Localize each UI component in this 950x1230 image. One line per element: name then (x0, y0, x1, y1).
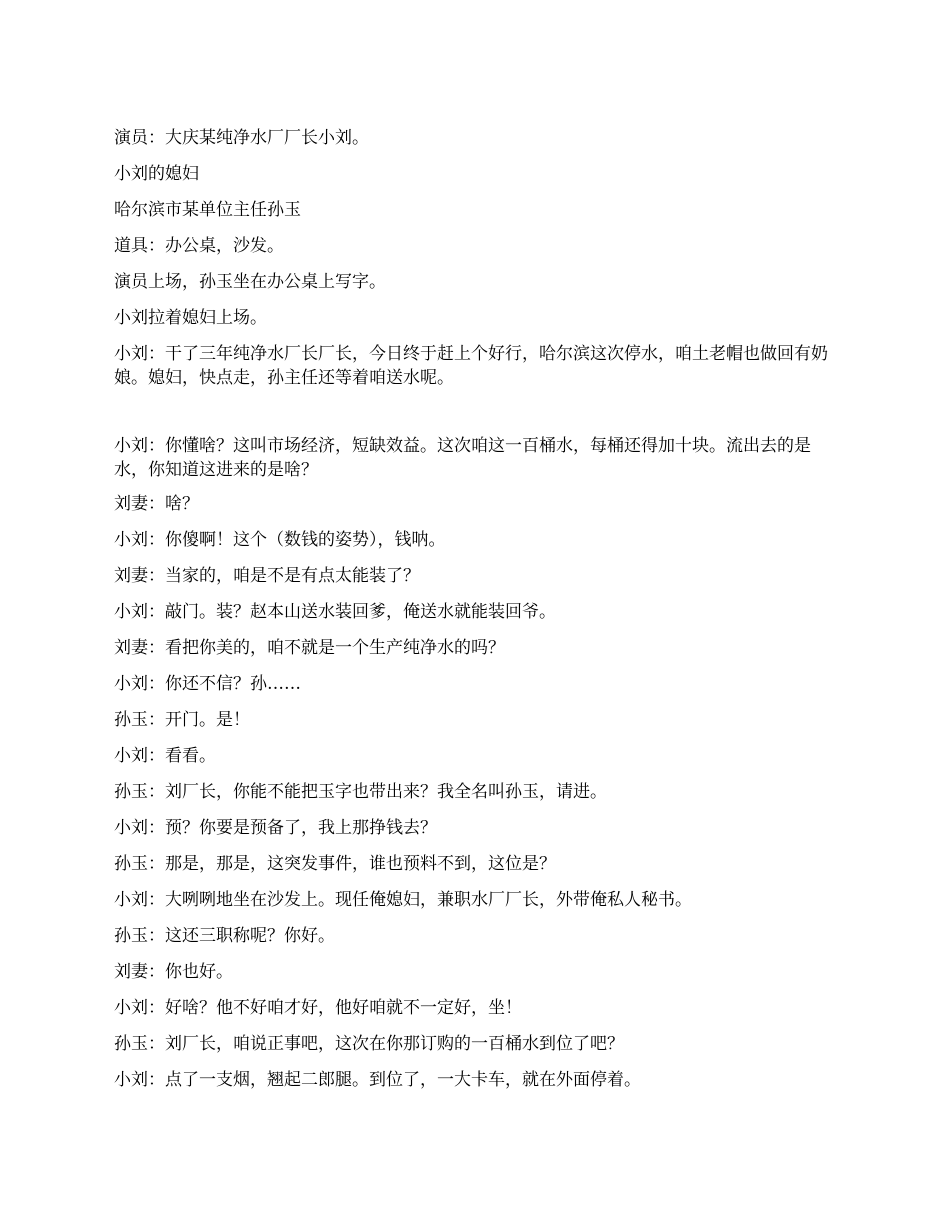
paragraph-props: 道具：办公桌，沙发。 (114, 236, 284, 256)
paragraph-dialogue-15: 孙玉：这还三职称呢？你好。 (114, 926, 335, 946)
paragraph-dialogue-2: 小刘：你懂啥？这叫市场经济，短缺效益。这次咱这一百桶水，每桶还得加十块。流出去的是水，你知道这进来的是啥？ (114, 436, 811, 480)
paragraph-dialogue-5: 刘妻：当家的，咱是不是有点太能装了？ (114, 566, 420, 586)
paragraph-dialogue-8: 小刘：你还不信？孙…… (114, 674, 301, 694)
paragraph-cast-liu: 演员：大庆某纯净水厂厂长小刘。 (114, 128, 369, 148)
paragraph-dialogue-19: 小刘：点了一支烟，翘起二郎腿。到位了，一大卡车，就在外面停着。 (114, 1070, 641, 1090)
paragraph-dialogue-9: 孙玉：开门。是！ (114, 710, 250, 730)
paragraph-dialogue-11: 孙玉：刘厂长，你能不能把玉字也带出来？我全名叫孙玉，请进。 (114, 782, 607, 802)
paragraph-dialogue-12: 小刘：预？你要是预备了，我上那挣钱去？ (114, 818, 437, 838)
paragraph-stage-direction-2: 小刘拉着媳妇上场。 (114, 308, 267, 328)
paragraph-dialogue-14: 小刘：大咧咧地坐在沙发上。现任俺媳妇，兼职水厂厂长，外带俺私人秘书。 (114, 890, 692, 910)
paragraph-cast-wife: 小刘的媳妇 (114, 164, 199, 184)
paragraph-dialogue-1: 小刘：干了三年纯净水厂长厂长，今日终于赶上个好行，哈尔滨这次停水，咱土老帽也做回有奶娘。媳妇，快点走，孙主任还等着咱送水呢。 (114, 344, 828, 388)
paragraph-dialogue-13: 孙玉：那是，那是，这突发事件，谁也预料不到，这位是？ (114, 854, 556, 874)
paragraph-dialogue-18: 孙玉：刘厂长，咱说正事吧，这次在你那订购的一百桶水到位了吧？ (114, 1034, 624, 1054)
paragraph-stage-direction-1: 演员上场，孙玉坐在办公桌上写字。 (114, 272, 386, 292)
paragraph-dialogue-6: 小刘：敲门。装？赵本山送水装回爹，俺送水就能装回爷。 (114, 602, 556, 622)
paragraph-dialogue-16: 刘妻：你也好。 (114, 962, 233, 982)
paragraph-dialogue-4: 小刘：你傻啊！这个（数钱的姿势），钱呐。 (114, 530, 446, 550)
paragraph-dialogue-3: 刘妻：啥？ (114, 494, 199, 514)
paragraph-dialogue-10: 小刘：看看。 (114, 746, 216, 766)
paragraph-dialogue-7: 刘妻：看把你美的，咱不就是一个生产纯净水的吗？ (114, 638, 505, 658)
paragraph-cast-sunyu: 哈尔滨市某单位主任孙玉 (114, 200, 301, 220)
paragraph-dialogue-17: 小刘：好啥？他不好咱才好，他好咱就不一定好，坐！ (114, 998, 522, 1018)
